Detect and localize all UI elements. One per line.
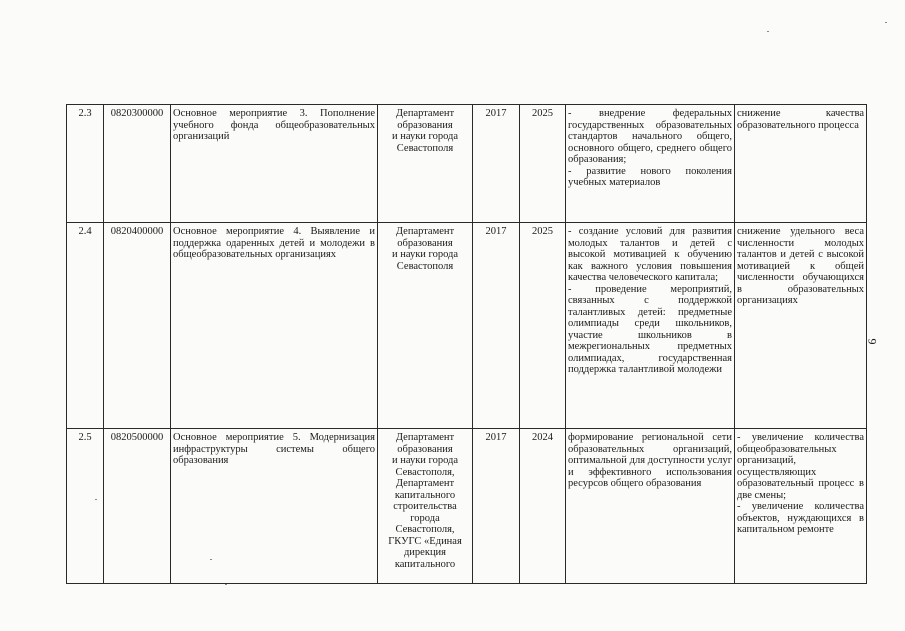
program-table [66,104,867,584]
executor-line: Севастополя, [395,524,455,535]
table-row [67,429,867,584]
executor [378,223,473,429]
consequence-item: - увеличение количества общеобразовательных организаций, осуществляющих образовательный процесс в две смены; [737,432,864,501]
scan-speck [210,559,212,560]
activity-name: Основное мероприятие 3. Пополнение учебного фонда общеобразовательных организаций [171,105,378,223]
expected-results [566,105,735,223]
consequence-item: снижение качества образовательного процесса [737,108,864,131]
consequences [735,429,867,584]
executor [378,105,473,223]
scan-speck [767,31,769,32]
row-number: 2.3 [67,105,104,223]
expected-results [566,429,735,584]
budget-code: 0820300000 [104,105,171,223]
scan-speck [885,22,887,23]
executor-line: Департамент [395,432,455,443]
row-number: 2.5 [67,429,104,584]
budget-code: 0820400000 [104,223,171,429]
result-item: - проведение мероприятий, связанных с поддержкой талантливых детей: предметные олимпиады среди школьников, участие школьников в межрегиональных предметных олимпиадах, государственная поддержка талантливой молодежи [568,283,732,375]
activity-name: Основное мероприятие 5. Модернизация инфраструктуры системы общего образования [171,429,378,584]
result-item: - развитие нового поколения учебных материалов [568,165,732,188]
activity-name: Основное мероприятие 4. Выявление и поддержка одаренных детей и молодежи в общеобразовательных организациях [171,223,378,429]
result-item: - создание условий для развития молодых талантов и детей с высокой мотивацией к обучению как важного условия повышения качества человеческого капитала; [568,226,732,283]
consequences [735,223,867,429]
executor-line: строительства [393,501,457,512]
executor-line: дирекция [403,547,447,558]
executor-line: Департамент [395,226,455,237]
executor-line: Севастополя, [395,466,455,478]
executor [378,429,473,584]
expected-results [566,223,735,429]
consequences [735,105,867,223]
scan-speck [225,584,227,585]
start-year: 2017 [473,223,520,429]
executor-line: образования [397,237,453,249]
result-item: - внедрение федеральных государственных образовательных стандартов начального общего, основного общего, среднего общего образования; [568,108,732,165]
consequence-item: - увеличение количества объектов, нуждающихся в капитальном ремонте [737,501,864,535]
executor-line: образования [397,443,453,455]
executor-line: образования [397,119,453,131]
table-row [67,105,867,223]
scan-speck [95,499,97,500]
executor-line: Севастополя [396,260,454,272]
executor-line: и науки города [391,131,459,142]
result-item: формирование региональной сети образовательных организаций, оптимальной для доступности услуг и эффективного использования ресурсов общего образования [568,432,732,489]
end-year: 2025 [520,223,566,429]
end-year: 2025 [520,105,566,223]
executor-line: Департамент [395,108,455,119]
end-year: 2024 [520,429,566,584]
page-number: 9 [865,338,880,345]
executor-line: Департамент [395,478,455,489]
executor-line: капитального [394,558,456,570]
executor-line: Севастополя [396,142,454,154]
executor-line: капитального [394,489,456,501]
executor-line: и науки города [391,455,459,466]
executor-line: города [410,512,440,524]
executor-line: ГКУГС «Единая [388,535,462,547]
executor-line: и науки города [391,249,459,260]
start-year: 2017 [473,429,520,584]
budget-code: 0820500000 [104,429,171,584]
table-row [67,223,867,429]
start-year: 2017 [473,105,520,223]
consequence-item: снижение удельного веса численности молодых талантов и детей с высокой мотивацией к общей численности обучающихся в образовательных организациях [737,226,864,306]
row-number: 2.4 [67,223,104,429]
